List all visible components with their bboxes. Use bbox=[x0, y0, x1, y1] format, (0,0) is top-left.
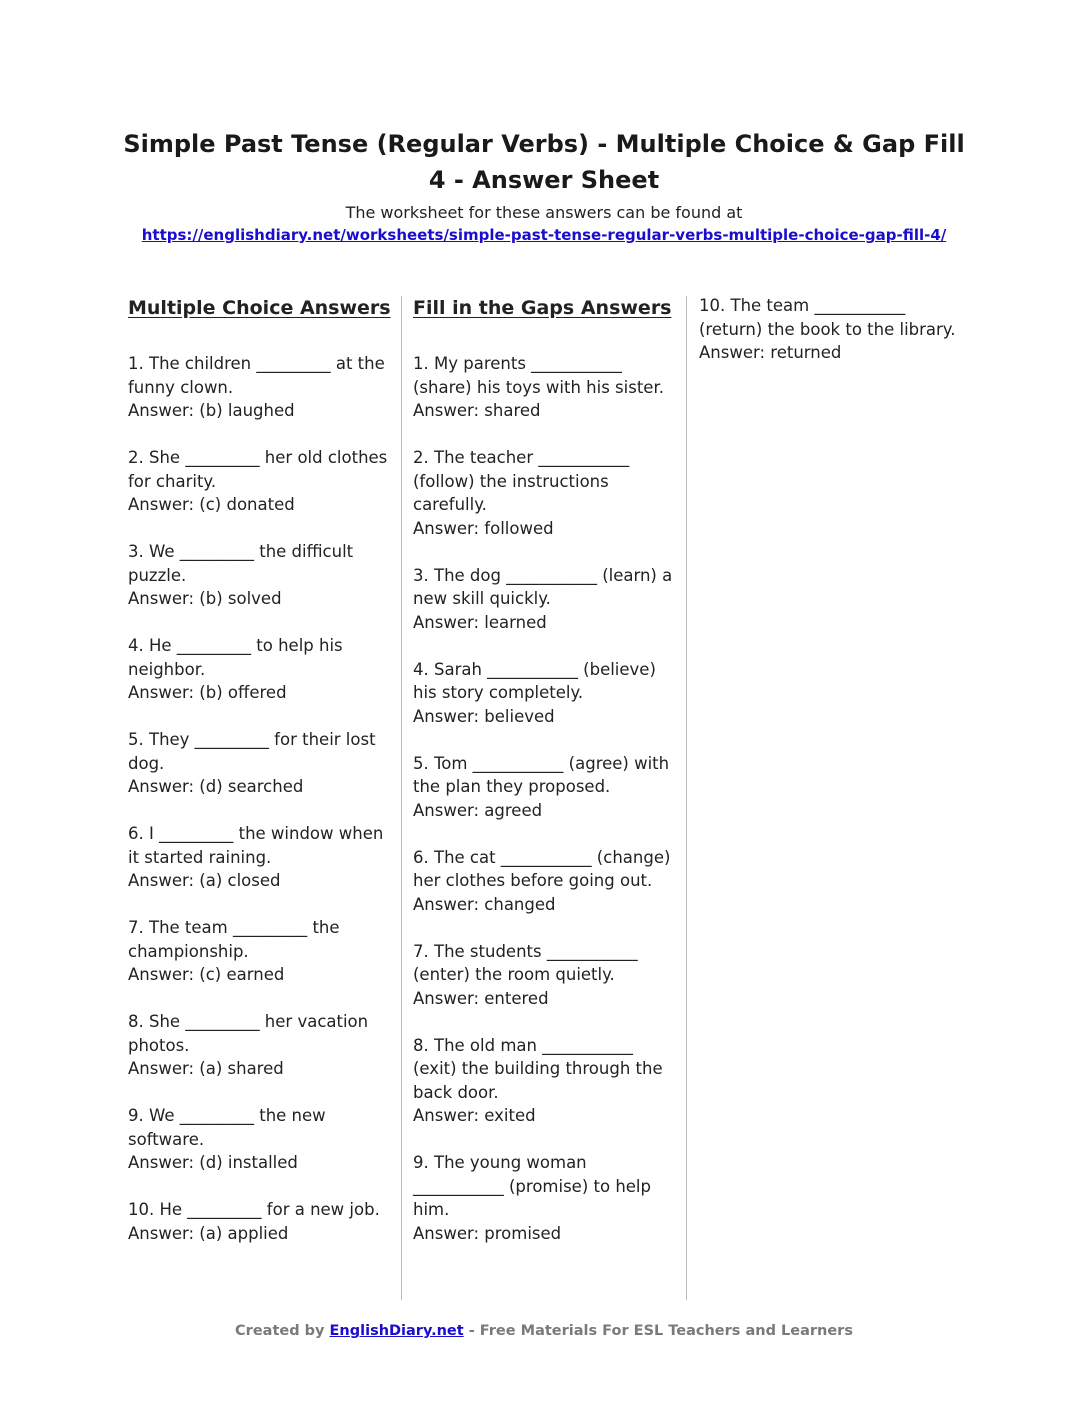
subtitle: The worksheet for these answers can be found at bbox=[345, 203, 743, 222]
column-divider bbox=[686, 296, 687, 1300]
answer-text: Answer: (d) searched bbox=[128, 777, 304, 796]
question-text: 4. He _________ to help his neighbor. bbox=[128, 636, 343, 679]
answer-text: Answer: (a) applied bbox=[128, 1223, 289, 1243]
list-item bbox=[699, 294, 961, 365]
answer-text: Answer: (c) earned bbox=[128, 965, 285, 984]
question-text: 2. She _________ her old clothes for charity. bbox=[128, 448, 388, 491]
list-item bbox=[413, 658, 675, 729]
question-text: 10. He _________ for a new job. bbox=[128, 1200, 380, 1219]
list-item bbox=[413, 752, 675, 823]
question-text: 9. The young woman ___________ (promise) to help him. bbox=[413, 1153, 651, 1219]
page-title: Simple Past Tense (Regular Verbs) - Multiple Choice & Gap Fill 4 - Answer Sheet bbox=[123, 130, 965, 194]
answer-text: Answer: believed bbox=[413, 706, 555, 726]
answer-text: Answer: promised bbox=[413, 1223, 562, 1243]
column-divider bbox=[401, 296, 402, 1300]
list-item bbox=[128, 916, 390, 987]
answer-text: Answer: entered bbox=[413, 988, 549, 1008]
question-text: 5. They _________ for their lost dog. bbox=[128, 730, 376, 773]
list-item bbox=[128, 352, 390, 423]
list-item bbox=[413, 1034, 675, 1128]
question-text: 2. The teacher ___________ (follow) the instructions carefully. bbox=[413, 448, 630, 514]
answer-text: Answer: exited bbox=[413, 1106, 536, 1125]
answer-text: Answer: agreed bbox=[413, 800, 543, 820]
answer-text: Answer: returned bbox=[699, 343, 842, 362]
question-text: 9. We _________ the new software. bbox=[128, 1106, 326, 1149]
question-text: 8. She _________ her vacation photos. bbox=[128, 1012, 369, 1055]
header bbox=[120, 126, 968, 246]
question-text: 1. My parents ___________ (share) his toys with his sister. bbox=[413, 354, 664, 397]
footer bbox=[0, 1320, 1088, 1342]
answer-text: Answer: (b) laughed bbox=[128, 401, 295, 420]
gap-fill-column bbox=[413, 294, 675, 1269]
answer-text: Answer: (d) installed bbox=[128, 1153, 298, 1172]
question-text: 10. The team ___________ (return) the book to the library. bbox=[699, 296, 956, 339]
answer-text: Answer: changed bbox=[413, 894, 556, 914]
multiple-choice-heading: Multiple Choice Answers bbox=[128, 297, 391, 319]
multiple-choice-column bbox=[128, 294, 390, 1269]
list-item bbox=[128, 1104, 390, 1175]
brand-link[interactable]: EnglishDiary.net bbox=[329, 1323, 464, 1339]
question-text: 6. The cat ___________ (change) her clothes before going out. bbox=[413, 847, 671, 890]
list-item bbox=[413, 564, 675, 635]
question-text: 7. The team _________ the championship. bbox=[128, 918, 340, 961]
list-item bbox=[128, 1010, 390, 1081]
answer-text: Answer: (b) solved bbox=[128, 589, 282, 608]
question-text: 3. The dog ___________ (learn) a new skill quickly. bbox=[413, 565, 673, 608]
answer-text: Answer: (b) offered bbox=[128, 683, 287, 702]
list-item bbox=[413, 940, 675, 1011]
answer-text: Answer: (a) closed bbox=[128, 871, 281, 890]
gap-fill-column-continued bbox=[699, 294, 961, 388]
answer-text: Answer: followed bbox=[413, 518, 554, 538]
question-text: 1. The children _________ at the funny clown. bbox=[128, 354, 385, 397]
list-item bbox=[128, 540, 390, 611]
question-text: 5. Tom ___________ (agree) with the plan they proposed. bbox=[413, 753, 670, 796]
list-item bbox=[128, 728, 390, 799]
list-item bbox=[413, 352, 675, 423]
list-item bbox=[413, 846, 675, 917]
gap-fill-heading: Fill in the Gaps Answers bbox=[413, 297, 672, 319]
answer-text: Answer: (c) donated bbox=[128, 495, 295, 514]
question-text: 4. Sarah ___________ (believe) his story completely. bbox=[413, 659, 656, 702]
list-item bbox=[128, 1198, 390, 1245]
list-item bbox=[413, 1151, 675, 1245]
list-item bbox=[413, 446, 675, 540]
footer-prefix: Created by bbox=[235, 1323, 330, 1339]
footer-suffix: - Free Materials For ESL Teachers and Learners bbox=[463, 1323, 853, 1339]
question-text: 3. We _________ the difficult puzzle. bbox=[128, 542, 354, 585]
answer-text: Answer: learned bbox=[413, 612, 547, 632]
question-text: 8. The old man ___________ (exit) the building through the back door. bbox=[413, 1035, 663, 1102]
worksheet-link[interactable]: https://englishdiary.net/worksheets/simple-past-tense-regular-verbs-multiple-choice-gap-fill-4/ bbox=[141, 226, 947, 244]
list-item bbox=[128, 822, 390, 893]
question-text: 6. I _________ the window when it started raining. bbox=[128, 824, 384, 867]
list-item bbox=[128, 634, 390, 705]
answer-text: Answer: (a) shared bbox=[128, 1059, 284, 1078]
question-text: 7. The students ___________ (enter) the room quietly. bbox=[413, 941, 638, 984]
answer-text: Answer: shared bbox=[413, 401, 541, 420]
list-item bbox=[128, 446, 390, 517]
